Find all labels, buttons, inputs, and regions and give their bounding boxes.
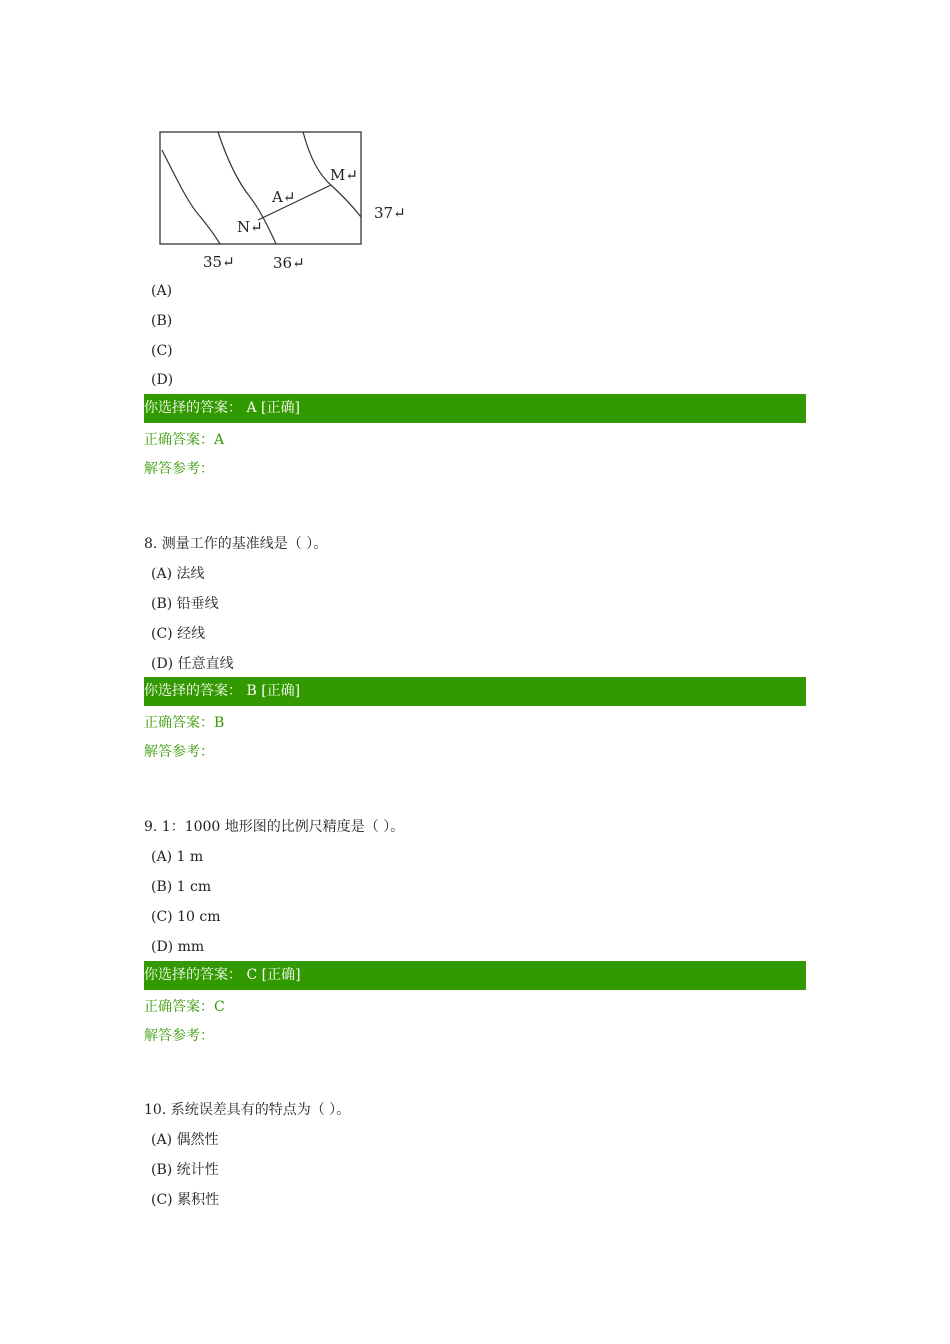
q9-reference: 解答参考： <box>144 1028 214 1044</box>
contour-figure <box>150 122 410 278</box>
q8-your-answer-bar: 你选择的答案： B [正确] <box>144 677 806 706</box>
q8-option-a: (A) 法线 <box>151 566 205 582</box>
q10-option-b: (B) 统计性 <box>151 1162 219 1178</box>
label-n: N↵ <box>237 218 263 236</box>
q9-correct-answer: 正确答案：C <box>144 999 225 1015</box>
q9-option-c: (C) 10 cm <box>151 909 221 925</box>
q8-option-b: (B) 铅垂线 <box>151 596 219 612</box>
q8-correct-answer: 正确答案：B <box>144 715 225 731</box>
label-37: 37↵ <box>374 204 406 222</box>
q8-reference: 解答参考： <box>144 744 214 760</box>
contour-line-35 <box>162 150 220 244</box>
q7-reference: 解答参考： <box>144 461 214 477</box>
q9-option-b: (B) 1 cm <box>151 879 212 895</box>
q7-option-a: (A) <box>151 283 173 299</box>
label-36: 36↵ <box>273 254 305 272</box>
q9-option-d: (D) mm <box>151 939 205 955</box>
label-35: 35↵ <box>203 253 235 271</box>
q8-question: 8. 测量工作的基准线是（ ）。 <box>144 536 328 552</box>
q9-your-answer-bar: 你选择的答案： C [正确] <box>144 961 806 990</box>
q10-option-c: (C) 累积性 <box>151 1192 220 1208</box>
q7-correct-answer: 正确答案：A <box>144 432 225 448</box>
q10-option-a: (A) 偶然性 <box>151 1132 219 1148</box>
q7-option-d: (D) <box>151 372 174 388</box>
q7-your-answer-bar: 你选择的答案： A [正确] <box>144 394 806 423</box>
label-a: A↵ <box>272 188 296 206</box>
q8-option-c: (C) 经线 <box>151 626 206 642</box>
q7-option-b: (B) <box>151 313 173 329</box>
q10-question: 10. 系统误差具有的特点为（ ）。 <box>144 1102 351 1118</box>
q8-option-d: (D) 任意直线 <box>151 656 234 672</box>
q9-option-a: (A) 1 m <box>151 849 204 865</box>
label-m: M↵ <box>330 166 358 184</box>
q7-option-c: (C) <box>151 343 173 359</box>
q9-question: 9. 1：1000 地形图的比例尺精度是（ ）。 <box>144 819 405 835</box>
